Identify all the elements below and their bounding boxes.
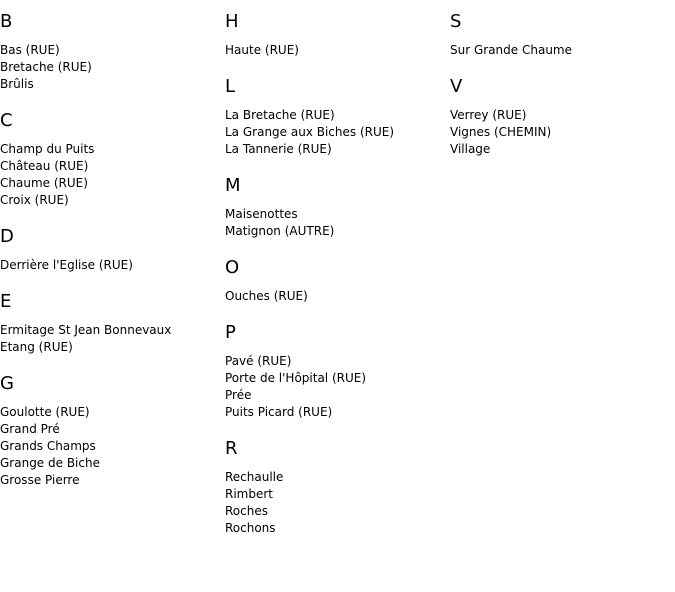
- street-item[interactable]: Château (RUE): [0, 159, 89, 173]
- street-list: [0, 257, 225, 274]
- street-list: [0, 42, 225, 93]
- letter-group: [0, 110, 225, 209]
- street-list: [0, 141, 225, 209]
- street-item[interactable]: Rochons: [225, 521, 276, 535]
- street-list: [225, 206, 450, 240]
- street-item[interactable]: Ouches (RUE): [225, 289, 308, 303]
- group-letter-heading: B: [0, 11, 13, 32]
- street-item[interactable]: Grosse Pierre: [0, 473, 80, 487]
- group-letter-heading: H: [225, 11, 239, 32]
- letter-group: [225, 11, 450, 59]
- street-item[interactable]: Pavé (RUE): [225, 354, 292, 368]
- street-list: [225, 42, 450, 59]
- street-list: [225, 353, 450, 421]
- letter-group: [0, 291, 225, 356]
- group-letter-heading: M: [225, 175, 241, 196]
- street-item[interactable]: Village: [450, 142, 491, 156]
- group-letter-heading: S: [450, 11, 462, 32]
- street-item[interactable]: La Bretache (RUE): [225, 108, 335, 122]
- letter-group: [0, 226, 225, 274]
- street-list: [225, 107, 450, 158]
- street-item[interactable]: Goulotte (RUE): [0, 405, 90, 419]
- group-letter-heading: L: [225, 76, 236, 97]
- street-item[interactable]: Puits Picard (RUE): [225, 405, 333, 419]
- street-item[interactable]: Roches: [225, 504, 268, 518]
- group-letter-heading: R: [225, 438, 238, 459]
- street-item[interactable]: Grand Pré: [0, 422, 60, 436]
- street-item[interactable]: Prée: [225, 388, 252, 402]
- street-item[interactable]: Croix (RUE): [0, 193, 69, 207]
- street-item[interactable]: Sur Grande Chaume: [450, 43, 572, 57]
- street-list: [0, 404, 225, 489]
- group-letter-heading: E: [0, 291, 12, 312]
- letter-group: [225, 322, 450, 421]
- group-letter-heading: V: [450, 76, 463, 97]
- group-letter-heading: P: [225, 322, 236, 343]
- street-item[interactable]: La Tannerie (RUE): [225, 142, 332, 156]
- street-item[interactable]: Haute (RUE): [225, 43, 299, 57]
- group-letter-heading: C: [0, 110, 13, 131]
- street-list: [450, 42, 675, 59]
- street-item[interactable]: Bretache (RUE): [0, 60, 92, 74]
- street-item[interactable]: Matignon (AUTRE): [225, 224, 335, 238]
- index-column-2: [225, 0, 450, 537]
- street-list: [450, 107, 675, 158]
- street-item[interactable]: Chaume (RUE): [0, 176, 88, 190]
- street-list: [225, 469, 450, 537]
- group-letter-heading: G: [0, 373, 14, 394]
- street-item[interactable]: Porte de l'Hôpital (RUE): [225, 371, 367, 385]
- street-item[interactable]: Ermitage St Jean Bonnevaux: [0, 323, 172, 337]
- letter-group: [225, 438, 450, 537]
- street-item[interactable]: Vignes (CHEMIN): [450, 125, 552, 139]
- letter-group: [225, 175, 450, 240]
- street-item[interactable]: Grange de Biche: [0, 456, 100, 470]
- letter-group: [225, 257, 450, 305]
- street-item[interactable]: Derrière l'Eglise (RUE): [0, 258, 133, 272]
- street-list: [225, 288, 450, 305]
- index-column-3: [450, 0, 675, 158]
- street-item[interactable]: Etang (RUE): [0, 340, 73, 354]
- street-item[interactable]: Grands Champs: [0, 439, 96, 453]
- letter-group: [0, 373, 225, 489]
- street-item[interactable]: Champ du Puits: [0, 142, 95, 156]
- street-item[interactable]: La Grange aux Biches (RUE): [225, 125, 395, 139]
- letter-group: [225, 76, 450, 158]
- street-item[interactable]: Verrey (RUE): [450, 108, 527, 122]
- street-item[interactable]: Brûlis: [0, 77, 34, 91]
- street-item[interactable]: Maisenottes: [225, 207, 298, 221]
- street-item[interactable]: Bas (RUE): [0, 43, 60, 57]
- index-column-1: [0, 0, 225, 489]
- letter-group: [450, 76, 675, 158]
- street-list: [0, 322, 225, 356]
- street-item[interactable]: Rechaulle: [225, 470, 284, 484]
- group-letter-heading: O: [225, 257, 240, 278]
- group-letter-heading: D: [0, 226, 14, 247]
- letter-group: [0, 11, 225, 93]
- letter-group: [450, 11, 675, 59]
- street-item[interactable]: Rimbert: [225, 487, 273, 501]
